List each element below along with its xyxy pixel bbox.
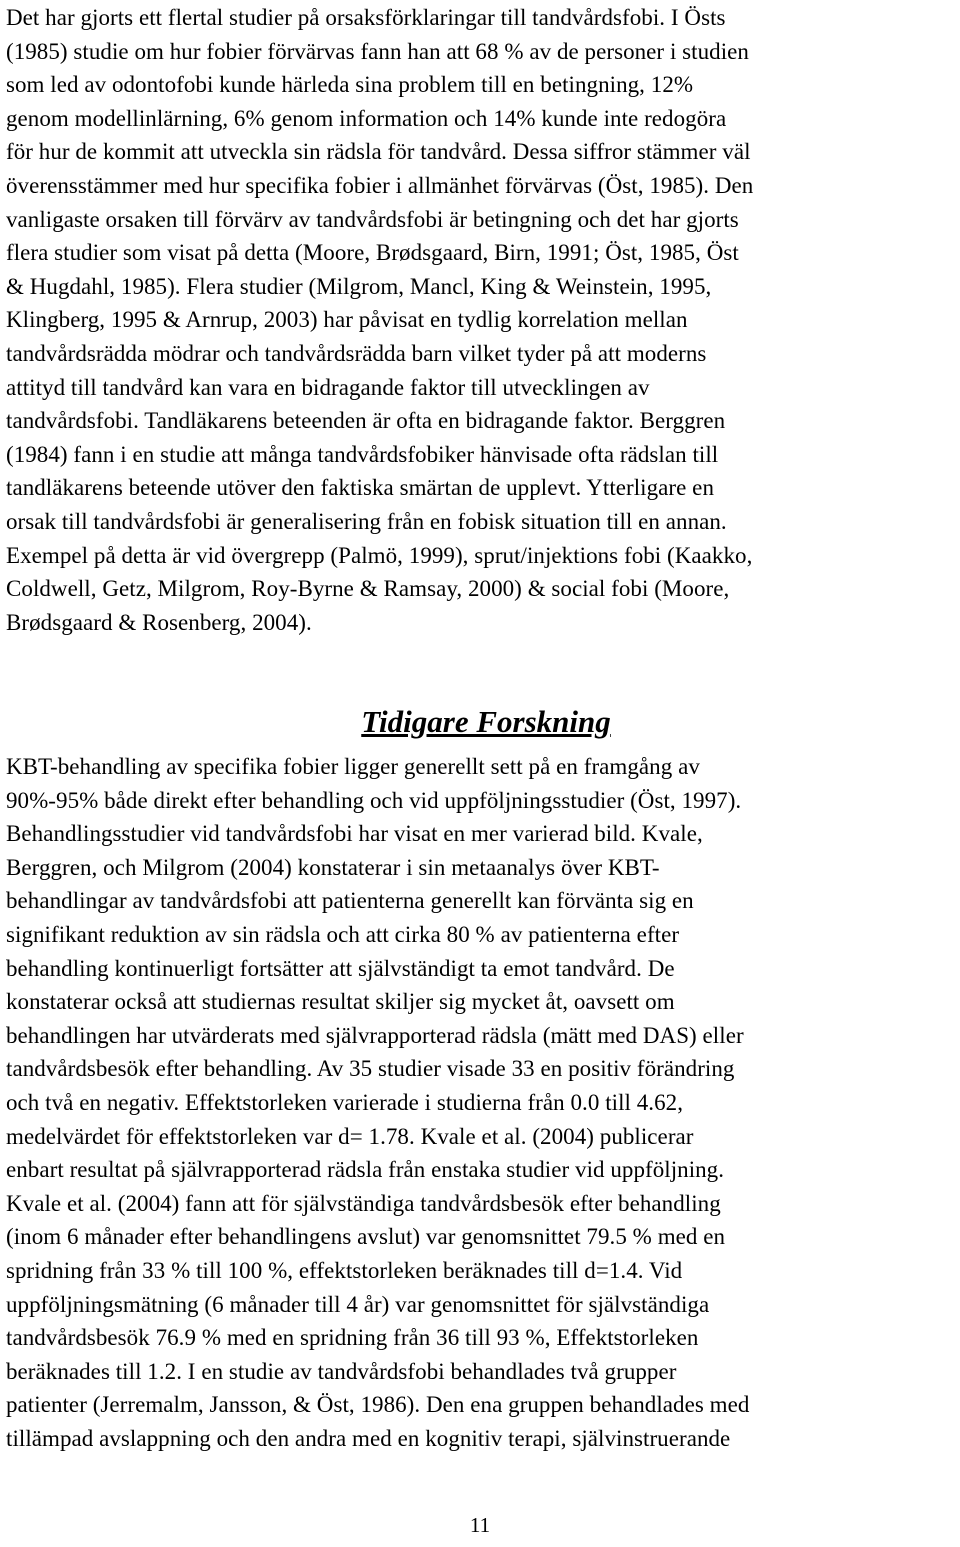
text-line: tandvårdsfobi. Tandläkarens beteenden är ofta en bidragande faktor. Berggren <box>6 408 726 434</box>
text-line: (1985) studie om hur fobier förvärvas fann han att 68 % av de personer i studien <box>6 38 749 64</box>
text-line: tandvårdsbesök 76.9 % med en spridning från 36 till 93 %, Effektstorleken <box>6 1325 699 1351</box>
text-line: konstaterar också att studiernas resultat skiljer sig mycket åt, oavsett om <box>6 989 675 1015</box>
paragraph-orsaker <box>6 1 753 639</box>
text-line: behandlingen har utvärderats med självrapporterad rädsla (mätt med DAS) eller <box>6 1022 744 1048</box>
text-line: (1984) fann i en studie att många tandvårdsfobiker hänvisade ofta rädslan till <box>6 441 719 467</box>
paragraph-tidigare-forskning <box>6 750 749 1455</box>
text-line: behandlingar av tandvårdsfobi att patienterna generellt kan förvänta sig en <box>6 888 694 914</box>
text-line: orsak till tandvårdsfobi är generalisering från en fobisk situation till en annan. <box>6 508 727 534</box>
text-line: Exempel på detta är vid övergrepp (Palmö, 1999), sprut/injektions fobi (Kaakko, <box>6 542 753 568</box>
text-line: behandling kontinuerligt fortsätter att självständigt ta emot tandvård. De <box>6 955 675 981</box>
text-line: tandvårdsrädda mödrar och tandvårdsrädda barn vilket tyder på att moderns <box>6 340 707 366</box>
text-line: som led av odontofobi kunde härleda sina problem till en betingning, 12% <box>6 72 694 98</box>
text-line: Brødsgaard & Rosenberg, 2004). <box>6 609 312 635</box>
text-line: KBT-behandling av specifika fobier ligger generellt sett på en framgång av <box>6 754 700 779</box>
text-line: genom modellinlärning, 6% genom information och 14% kunde inte redogöra <box>6 105 727 131</box>
text-line: signifikant reduktion av sin rädsla och att cirka 80 % av patienterna efter <box>6 921 680 947</box>
text-line: och två en negativ. Effektstorleken varierade i studierna från 0.0 till 4.62, <box>6 1089 684 1115</box>
text-line: (inom 6 månader efter behandlingens avslut) var genomsnittet 79.5 % med en <box>6 1224 726 1250</box>
text-line: medelvärdet för effektstorleken var d= 1.78. Kvale et al. (2004) publicerar <box>6 1123 694 1149</box>
text-line: Klingberg, 1995 & Arnrup, 2003) har påvisat en tydlig korrelation mellan <box>6 307 688 333</box>
text-line: tandläkarens beteende utöver den faktiska smärtan de upplevt. Ytterligare en <box>6 475 714 501</box>
page-number: 11 <box>469 1513 491 1537</box>
text-line: vanligaste orsaken till förvärv av tandvårdsfobi är betingning och det har gjorts <box>6 206 739 232</box>
text-line: överensstämmer med hur specifika fobier i allmänhet förvärvas (Öst, 1985). Den <box>6 172 754 198</box>
text-line: spridning från 33 % till 100 %, effektstorleken beräknades till d=1.4. Vid <box>6 1257 683 1283</box>
text-line: uppföljningsmätning (6 månader till 4 år) var genomsnittet för självständiga <box>6 1291 710 1317</box>
text-line: Det har gjorts ett flertal studier på orsaksförklaringar till tandvårdsfobi. I Östs <box>6 5 726 30</box>
text-line: tillämpad avslappning och den andra med en kognitiv terapi, självinstruerande <box>6 1425 731 1451</box>
text-line: Kvale et al. (2004) fann att för självständiga tandvårdsbesök efter behandling <box>6 1190 721 1216</box>
text-line: enbart resultat på självrapporterad rädsla från enstaka studier vid uppföljning. <box>6 1157 725 1183</box>
text-line: attityd till tandvård kan vara en bidragande faktor till utvecklingen av <box>6 374 650 400</box>
text-line: Coldwell, Getz, Milgrom, Roy-Byrne & Ramsay, 2000) & social fobi (Moore, <box>6 576 730 602</box>
section-heading: Tidigare Forskning <box>361 704 611 739</box>
text-line: & Hugdahl, 1985). Flera studier (Milgrom, Mancl, King & Weinstein, 1995, <box>6 273 712 299</box>
text-line: flera studier som visat på detta (Moore, Brødsgaard, Birn, 1991; Öst, 1985, Öst <box>6 240 739 266</box>
text-line: för hur de kommit att utveckla sin rädsla för tandvård. Dessa siffror stämmer väl <box>6 139 751 165</box>
text-line: 90%-95% både direkt efter behandling och vid uppföljningsstudier (Öst, 1997). <box>6 787 742 813</box>
text-line: beräknades till 1.2. I en studie av tandvårdsfobi behandlades två grupper <box>6 1358 677 1384</box>
text-line: Berggren, och Milgrom (2004) konstaterar i sin metaanalys över KBT- <box>6 854 660 880</box>
text-line: tandvårdsbesök efter behandling. Av 35 studier visade 33 en positiv förändring <box>6 1056 735 1082</box>
text-line: Behandlingsstudier vid tandvårdsfobi har visat en mer varierad bild. Kvale, <box>6 821 703 847</box>
text-line: patienter (Jerremalm, Jansson, & Öst, 1986). Den ena gruppen behandlades med <box>6 1392 750 1418</box>
